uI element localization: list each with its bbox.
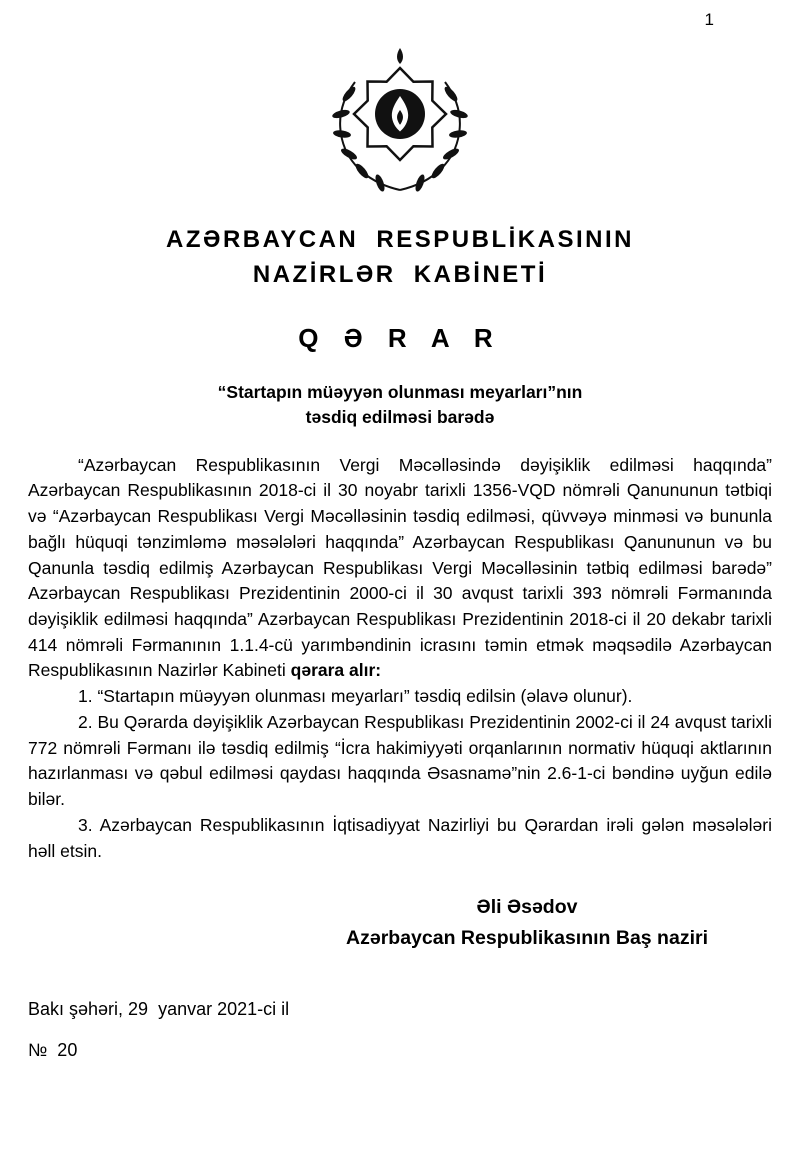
document-footer [28,999,772,1061]
paragraph-item-3: 3. Azərbaycan Respublikasının İqtisadiyyat Nazirliyi bu Qərardan irəli gələn məsələləri həll etsin. [28,814,772,861]
document-body [28,453,772,865]
azerbaijan-state-emblem [28,36,772,203]
paragraph-item-2: 2. Bu Qərarda dəyişiklik Azərbaycan Respublikası Prezidentinin 2002-ci il 24 avqust tarixli 772 nömrəli Fərmanı ilə təsdiq edilmiş “İcra hakimiyyəti orqanlarının normativ hüquqi aktlarının hazırlanması və qəbul edilməsi qaydası haqqında Əsasnamə”nin 2.6-1-ci bəndinə uyğun edilə bilər. [28,711,772,810]
subject-line1: “Startapın müəyyən olunması meyarları”nın [217,381,583,402]
document-subject [28,380,772,431]
organization-title [28,223,772,293]
place-and-date: Bakı şəhəri, 29 yanvar 2021-ci il [28,998,290,1019]
subject-line2: təsdiq edilməsi barədə [305,407,495,428]
organization-title-line2: NAZİRLƏR KABİNETİ [252,261,548,289]
paragraph-preamble [28,453,772,684]
document-type-title: Q Ə R A R [298,322,502,353]
preamble-text: “Azərbaycan Respublikasının Vergi Məcəlləsində dəyişiklik edilməsi haqqında” Azərbaycan Respublikasının 2018-ci il 30 noyabr tarixli 1356-VQD nömrəli Qanununun tətbiqi və “Azərbaycan Respublikası Vergi Məcəlləsinin təsdiq edilməsi, qüvvəyə minməsi və bununla bağlı hüquqi tənzimləmə məsələləri haqqında” Azərbaycan Respublikası Qanununun və bu Qanunla təsdiq edilmiş Azərbaycan Respublikası Vergi Məcəlləsinin tətbiq edilməsi barədə” Azərbaycan Respublikası Prezidentinin 2000-ci il 30 avqust tarixli 393 nömrəli Fərmanında dəyişiklik edilməsi haqqında” Azərbaycan Respublikası Prezidentinin 2018-ci il 20 dekabr tarixli 414 nömrəli Fərmanının 1.1.4-cü yarımbəndinin icrasını təmin etmək məqsədilə Azərbaycan Respublikasının Nazirlər Kabineti [28,454,772,681]
organization-title-line1: AZƏRBAYCAN RESPUBLİKASININ [166,226,634,254]
emblem-graphic [325,36,475,198]
signer-title: Azərbaycan Respublikasının Baş naziri [346,927,708,950]
page-number: 1 [704,10,714,29]
signature-block [346,892,708,954]
document-number: № 20 [28,1039,78,1060]
preamble-decision-phrase: qərara alır: [290,660,382,681]
signer-name: Əli Əsədov [476,896,578,919]
paragraph-item-1: 1. “Startapın müəyyən olunması meyarları” təsdiq edilsin (əlavə olunur). [78,686,633,707]
